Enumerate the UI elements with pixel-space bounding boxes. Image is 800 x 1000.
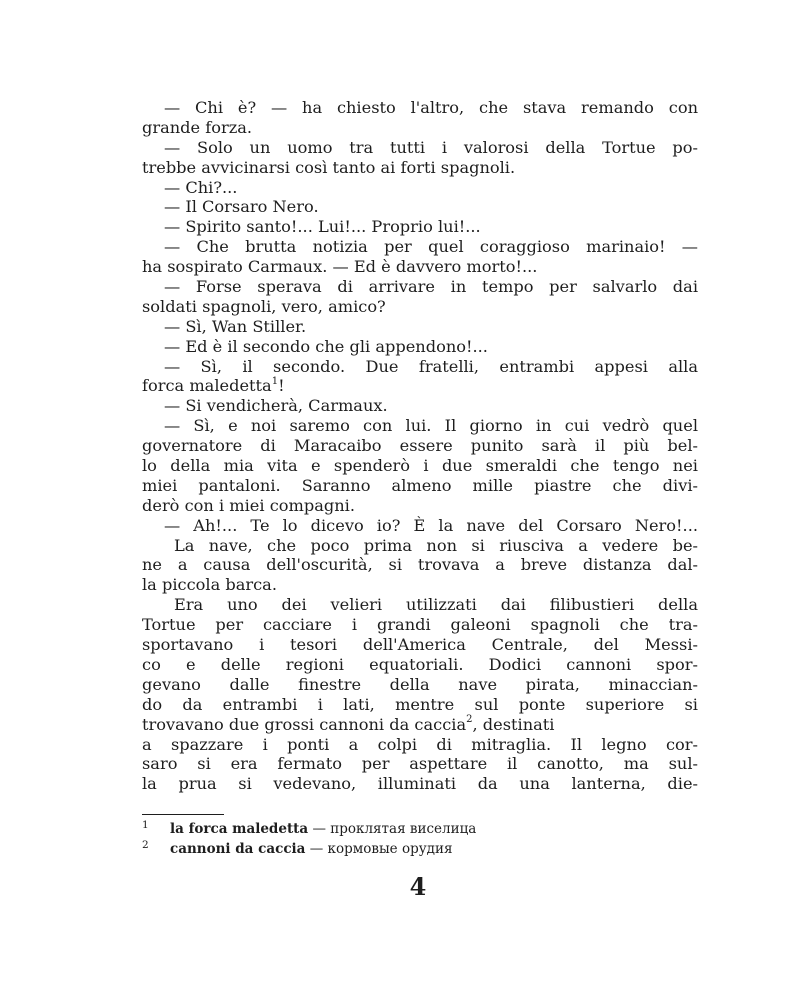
text-line: lo della mia vita e spenderò i due smeraldi che tengo nei — [142, 456, 698, 476]
footnote — [142, 839, 698, 859]
footnote-term: la forca maledetta — [170, 821, 309, 837]
text-line: co e delle regioni equatoriali. Dodici cannoni spor- — [142, 654, 698, 674]
footnote-translation: — проклятая виселица — [308, 821, 477, 837]
footnotes — [142, 819, 698, 859]
text-line: — Spirito santo!... Lui!... Proprio lui!... — [164, 217, 481, 237]
footnote-marker[interactable]: 1 — [271, 376, 279, 388]
text-line: miei pantaloni. Saranno almeno mille piastre che divi- — [142, 475, 698, 495]
footnote-marker[interactable]: 2 — [466, 714, 473, 726]
text-line: do da entrambi i lati, mentre sul ponte superiore si — [142, 694, 698, 714]
text-line: grande forza. — [142, 117, 253, 137]
footnote-translation: — кормовые орудия — [305, 841, 453, 857]
text-line: — Si vendicherà, Carmaux. — [164, 396, 388, 416]
text-line: la prua si vedevano, illuminati da una lanterna, die- — [142, 774, 698, 794]
text-line: Era uno dei velieri utilizzati dai filibustieri della — [174, 595, 698, 615]
text-line — [142, 715, 698, 735]
text-line: La nave, che poco prima non si riusciva a vedere be- — [174, 535, 698, 555]
text-line: ne a causa dell'oscurità, si trovava a breve distanza dal- — [142, 555, 698, 575]
text-line: Tortue per cacciare i grandi galeoni spagnoli che tra- — [142, 615, 698, 635]
text-line: — Ed è il secondo che gli appendono!... — [164, 336, 488, 356]
footnote — [142, 819, 698, 839]
footnote-number: 1 — [142, 819, 149, 831]
page-number: 4 — [409, 872, 427, 901]
main-text — [142, 98, 698, 794]
text-line: — Sì, e noi saremo con lui. Il giorno in cui vedrò quel — [164, 416, 698, 436]
text-line: la piccola barca. — [142, 575, 277, 595]
footnote-body — [170, 839, 453, 859]
footnote-term: cannoni da caccia — [170, 841, 306, 857]
text-line: soldati spagnoli, vero, amico? — [142, 296, 386, 316]
text-line: saro si era fermato per aspettare il canotto, ma sul- — [142, 754, 698, 774]
footnote-number: 2 — [142, 839, 149, 851]
text-line: a spazzare i ponti a colpi di mitraglia. Il legno cor- — [142, 734, 698, 754]
text-line: — Ah!... Te lo dicevo io? È la nave del Corsaro Nero!... — [164, 515, 698, 535]
text-line: — Sì, Wan Stiller. — [164, 316, 307, 336]
text-fragment: ! — [278, 376, 285, 396]
text-line: trebbe avvicinarsi così tanto ai forti spagnoli. — [142, 157, 516, 177]
text-line: — Sì, il secondo. Due fratelli, entrambi appesi alla — [164, 356, 698, 376]
text-line: derò con i miei compagni. — [142, 495, 355, 515]
footnote-body — [170, 819, 476, 839]
text-line: — Solo un uomo tra tutti i valorosi della Tortue po- — [164, 137, 698, 157]
footnote-divider — [142, 814, 224, 815]
text-line: governatore di Maracaibo essere punito sarà il più bel- — [142, 436, 698, 456]
text-line: sportavano i tesori dell'America Centrale, del Messi- — [142, 635, 698, 655]
text-line: ha sospirato Carmaux. — Ed è davvero morto!... — [142, 257, 538, 277]
text-fragment: forca maledetta — [142, 376, 272, 396]
text-line — [142, 376, 698, 396]
text-line: gevano dalle finestre della nave pirata, minaccian- — [142, 674, 698, 694]
text-line: — Che brutta notizia per quel coraggioso marinaio! — — [164, 237, 698, 257]
text-fragment: , destinati — [472, 714, 555, 734]
text-line: — Forse sperava di arrivare in tempo per salvarlo dai — [164, 277, 698, 297]
text-line: — Chi è? — ha chiesto l'altro, che stava remando con — [164, 98, 698, 117]
text-line: — Il Corsaro Nero. — [164, 197, 319, 217]
text-line: — Chi?... — [164, 177, 238, 197]
text-fragment: trovavano due grossi cannoni da caccia — [142, 714, 467, 734]
